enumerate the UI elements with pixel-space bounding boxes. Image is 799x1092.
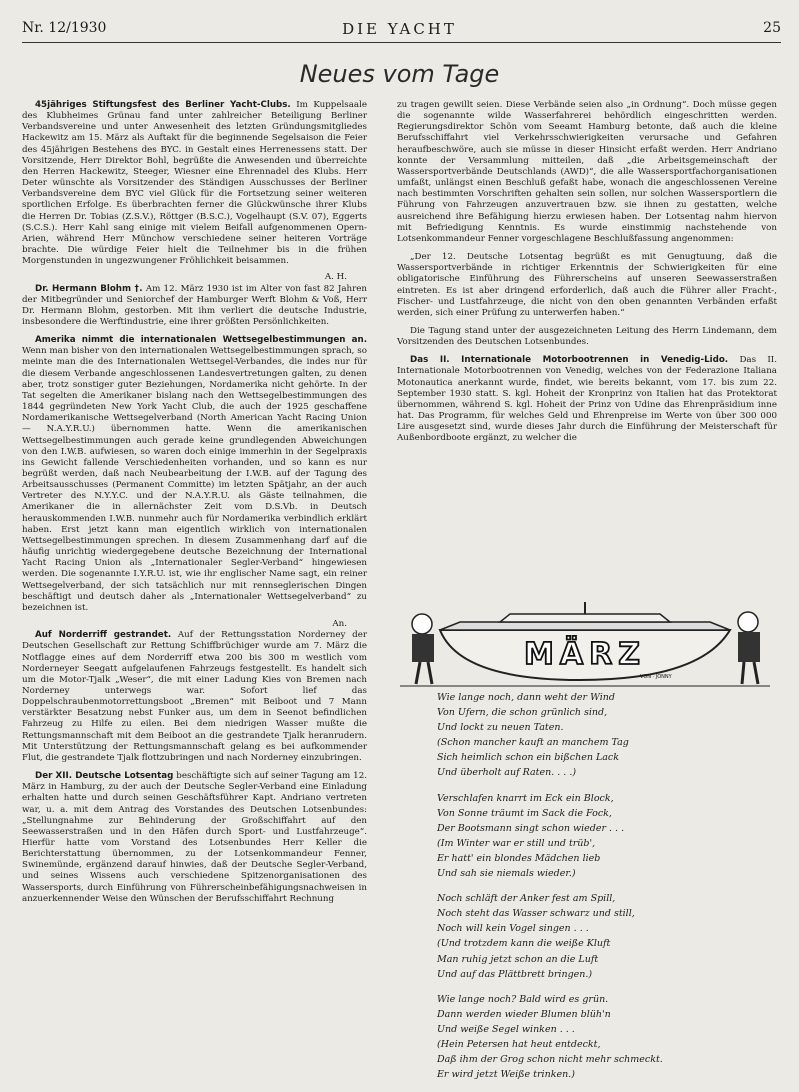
poem-line: Und überholt auf Raten. . . .): [437, 767, 577, 779]
article-heading: Der XII. Deutsche Lotsentag: [35, 771, 174, 782]
poem-line: Daß ihm der Grog schon nicht mehr schmeckt.: [437, 1054, 663, 1066]
poem-line: (Im Winter war er still und trüb',: [437, 837, 596, 849]
poem-line: Man ruhig jetzt schon an die Luft: [437, 953, 599, 965]
poem-line: Verschlafen knarrt im Eck ein Block,: [437, 792, 614, 804]
right-column: [397, 100, 777, 452]
article-text: Am 12. März 1930 ist im Alter von fast 82 Jahren der Mitbegründer und Seniorchef der Hamburger Werft Blohm & Voß, Herr Dr. Hermann Blohm, gestorben. Mit ihm verliert die deutsche Industrie, insbesondere die Werftindustrie, eine ihrer größten Persönlichkeiten.: [22, 283, 368, 327]
article-paragraph: zu tragen gewillt seien. Diese Verbände seien also „in Ordnung“. Doch müsse gegen die sogenannte wilde Wasserfahrerei behördlich eingeschritten werden. Regierungsdirektor Schön vom Seeamt Hamburg betonte, daß auch die kleine Berufsschiffahrt viel Verkehrsschwierigkeiten verursache und Gefahren heraufbeschwöre, auch sie müsse in dieser Hinsicht erfaßt werden. Herr Andriano konnte der Versammlung mitteilen, daß „die Arbeitsgemeinschaft der Wassersportverbände Deutschlands (AWD)“, die alle Wassersportfachorganisationen umfaßt, unlängst einen Beschluß gefaßt habe, wonach die angeschlossenen Vereine nach bestimmten Vorschriften gehalten sein sollen, nur solchen Wassersportlern die Führung von Fahrzeugen anzuvertrauen bzw. sie ihnen zu gestatten, welche ausreichend ihre Befähigung hierzu erwiesen haben. Der Lotsentag nahm hiervon mit Befriedigung Kenntnis. Es wurde einstimmig nachstehende von Lotsenkommandeur Fenner vorgeschlagene Beschlußfassung angenommen:: [397, 100, 777, 244]
article-paragraph: [22, 284, 367, 329]
maerz-boat-illustration: [400, 600, 770, 688]
poem-line: Von Sonne träumt im Sack die Fock,: [437, 807, 612, 819]
poem-line: Und sah sie niemals wieder.): [437, 868, 576, 880]
article-heading: Dr. Hermann Blohm †.: [35, 283, 143, 294]
poem-stanza: [437, 791, 777, 882]
article-text: Wenn man bisher von den internationalen Wettsegelbestimmungen sprach, so meinte man die des Internationalen Wettsegel-Verbandes, die indes nur für die diesem Verbande angeschlossenen Landesvertretungen galten, zu denen aber, trotz sonstiger guter Beziehungen, Nordamerika nicht gehörte. In der Tat segelten die Amerikaner bislang nach den Wettsegelbestimmungen des 1844 gegründeten New York Yacht Club, die auch der 1925 geschaffene Nordamerikanische Wettsegelverband (North American Yacht Racing Union — N.A.Y.R.U.) übernommen hatte. Wenn die amerikanischen Wettsegelbestimmungen auch gerade keine grundlegenden Abweichungen von den I.W.B. aufwiesen, so waren doch einige immerhin in der Segelpraxis ins Gewicht fallende Verschiedenheiten vorhanden, und so kann es nur begrüßt werden, daß nach Neubearbeitung der I.W.B. auf der Tagung des Arbeitsausschusses (Permanent Committe) im letzten Spätjahr, an der auch Vertreter des N.Y.Y.C. und der N.A.Y.R.U. als Gäste teilnahmen, die Amerikaner die in allernächster Zeit vom D.S.Vb. in Deutsch herauskommenden I.W.B. nunmehr auch für Nordamerika verbindlich erklärt haben. Erst jetzt kann man eigentlich wirklich von internationalen Wettsegelbestimmungen sprechen. In diesem Zusammenhang darf auf die häufig unrichtig wiedergegebene deutsche Bezeichnung der International Yacht Racing Union als „Internationaler Segler-Verband“ hingewiesen werden. Die sogenannte I.Y.R.U. ist, wie ihr englischer Name sagt, ein reiner Wettsegelverband, der sich tatsächlich nur mit rennseglerischen Dingen beschäftigt und deutsch daher als „Internationaler Wettsegelverband“ zu bezeichnen ist.: [22, 346, 367, 613]
article-heading: Das II. Internationale Motorbootrennen in Venedig-Lido.: [410, 355, 729, 366]
resolution-quote: „Der 12. Deutsche Lotsentag begrüßt es mit Genugtuung, daß die Wassersportverbände in richtiger Erkenntnis der Schwierigkeiten für eine obligatorische Einführung des Führerscheins auf unseren Seewasserstraßen eintreten. Es ist aber dringend erforderlich, daß auch die Führer aller Fracht-, Fischer- und Lustfahrzeuge, die nicht von den oben genannten Verbänden erfaßt werden, sich einer Prüfung zu unterwerfen haben.“: [397, 252, 777, 318]
poem-line: (Schon mancher kauft an manchem Tag: [437, 737, 629, 749]
poem-line: (Hein Petersen hat heut entdeckt,: [437, 1038, 601, 1050]
poem-line: Dann werden wieder Blumen blüh'n: [437, 1008, 611, 1020]
article-text: Das II. Internationale Motorbootrennen von Venedig, welches von der Federazione Italiana Motonautica anerkannt wurde, findet, wie bereits bekannt, vom 17. bis zum 22. September 1930 statt. S. kgl. Hoheit der Kronprinz von Italien hat das Protektorat übernommen, während S. kgl. Hoheit der Prinz von Udine das Ehrenpräsidium inne hat. Das Programm, für welches Geld und Ehrenpreise im Werte von über 300 000 Lire ausgesetzt sind, wurde dieses Jahr durch die Einführung der Meisterschaft für Außenbordboote ergänzt, zu welcher die: [397, 355, 777, 444]
poem-line: Sich heimlich schon ein bißchen Lack: [437, 752, 620, 764]
poem-line: Noch schläft der Anker fest am Spill,: [437, 893, 616, 905]
article-paragraph: [22, 100, 367, 267]
poem-stanza: [437, 690, 777, 781]
poem-line: (Und trotzdem kann die weiße Kluft: [437, 938, 611, 950]
artist-signature: VON · JONNY: [640, 674, 672, 680]
article-paragraph: Die Tagung stand unter der ausgezeichneten Leitung des Herrn Lindemann, dem Vorsitzenden des Deutschen Lotsenbundes.: [397, 325, 777, 348]
poem-line: Noch steht das Wasser schwarz und still,: [437, 908, 635, 920]
article-text: Im Kuppelsaale des Klubheimes Grünau fand unter zahlreicher Beteiligung Berliner Verbandsvereine und unter Anwesenheit des letzten Gründungsmitgliedes Hackewitz am 15. März als Auftakt für die beginnende Segelsaison die Feier des 45jährigen Bestehens des BYC. in Gestalt eines Herrenessens statt. Der Vorsitzende, Herr Direktor Bohl, begrüßte die Anwesenden und überreichte den Herren Hackewitz, Steeger, Wiesner eine Ehrennadel des Klubs. Herr Deter wünschte als Vorsitzender des Ständigen Ausschusses der Berliner Verbandsvereine dem BYC viel Glück für die Fortsetzung seiner weiteren sportlichen Erfolge. Es überbrachten ferner die Glückwünsche ihrer Klubs die Herren Dr. Tobias (Z.S.V.), Röttger (B.S.C.), Vogelhaupt (S.V. 07), Eggerts (S.C.S.). Herr Kahl sang einige mit vielem Beifall aufgenommenen Opern-Arien, während Herr Münchow verschiedene seiner heiteren Vorträge brachte. Die würdige Feier hielt die Teilnehmer bis in die frühen Morgenstunden in ungezwungener Fröhlichkeit beisammen.: [22, 100, 367, 267]
article-paragraph: [22, 630, 367, 764]
poem-line: Er wird jetzt Weiße trinken.): [437, 1069, 575, 1081]
poem-line: Und lockt zu neuen Taten.: [437, 722, 564, 734]
article-signature: A. H.: [324, 272, 347, 283]
poem-line: Er hatt' ein blondes Mädchen lieb: [437, 852, 601, 864]
article-text: Auf der Rettungsstation Norderney der Deutschen Gesellschaft zur Rettung Schiffbrüchiger wurde am 7. März die Notflagge eines auf dem Norderriff etwa 200 bis 300 m westlich vom Norderneyer Seegatt aufgelaufenen Fahrzeugs festgestellt. Es handelt sich um die Motor-Tjalk „Weser“, die mit einer Ladung Kies von Bremen nach Norderney unterwegs war. Sofort lief das Doppelschraubenmotorrettungsboot „Bremen“ mit Beiboot und 7 Mann verstärkter Besatzung nebst Funker aus, um dem in Seenot befindlichen Fahrzeug zu Hilfe zu eilen. Bei dem niedrigen Wasser mußte die Rettungsmannschaft mit dem Beiboot an die gestrandete Tjalk heranrudern. Mit Unterstützung der Rettungsmannschaft gelang es bei aufkommender Flut, die gestrandete Tjalk flottzubringen und nach Norderney einzubringen.: [22, 630, 367, 763]
header-rule: [22, 42, 781, 43]
article-paragraph: [22, 335, 367, 614]
article-paragraph: [397, 355, 777, 444]
maerz-lettering: MÄRZ: [524, 637, 646, 672]
poem-line: Und weiße Segel winken . . .: [437, 1023, 575, 1035]
poem-line: Der Bootsmann singt schon wieder . . .: [437, 822, 625, 834]
article-heading: Auf Norderriff gestrandet.: [35, 630, 172, 641]
poem-line: Von Ufern, die schon grünlich sind,: [437, 707, 608, 719]
poem-line: Noch will kein Vogel singen . . .: [437, 923, 589, 935]
section-title: Neues vom Tage: [299, 60, 500, 88]
poem-stanza: [437, 891, 777, 982]
maerz-poem: [437, 690, 777, 1092]
page-number: 25: [763, 20, 781, 36]
poem-line: Und auf das Plättbrett bringen.): [437, 968, 593, 980]
magazine-name: DIE YACHT: [342, 20, 457, 38]
article-heading: 45jähriges Stiftungsfest des Berliner Yacht-Clubs.: [35, 100, 291, 110]
left-column: [22, 100, 367, 912]
poem-line: Wie lange noch, dann weht der Wind: [437, 692, 615, 703]
poem-stanza: [437, 992, 777, 1083]
article-text: beschäftigte sich auf seiner Tagung am 12. März in Hamburg, zu der auch der Deutsche Segler-Verband eine Einladung erhalten hatte und durch seinen Geschäftsführer Kapt. Andriano vertreten war, u. a. mit dem Antrag des Vorstandes des Deutschen Lotsenbundes: „Stellungnahme zur Behinderung der Großschiffahrt auf den Seewasserstraßen und in den Häfen durch Sport- und Lustfahrzeuge“. Hierfür hatte vom Vorstand des Lotsenbundes Herr Keller die Berichterstattung übernommen, zu der Lotsenkommandeur Fenner, Swinemünde, ergänzend darauf hinwies, daß der Deutsche Segler-Verband, und seines Wissens auch verschiedene Spitzenorganisationen des Wassersports, durch Einführung von Führerscheinbefähigungsnachweisen in anzuerkennender Weise den Wünschen der Berufsschiffahrt Rechnung: [22, 771, 367, 904]
article-paragraph: [22, 771, 367, 905]
article-heading: Amerika nimmt die internationalen Wettsegelbestimmungen an.: [35, 335, 367, 346]
poem-line: Wie lange noch? Bald wird es grün.: [437, 993, 609, 1005]
article-signature: An.: [332, 619, 347, 630]
issue-number: Nr. 12/1930: [22, 20, 107, 36]
